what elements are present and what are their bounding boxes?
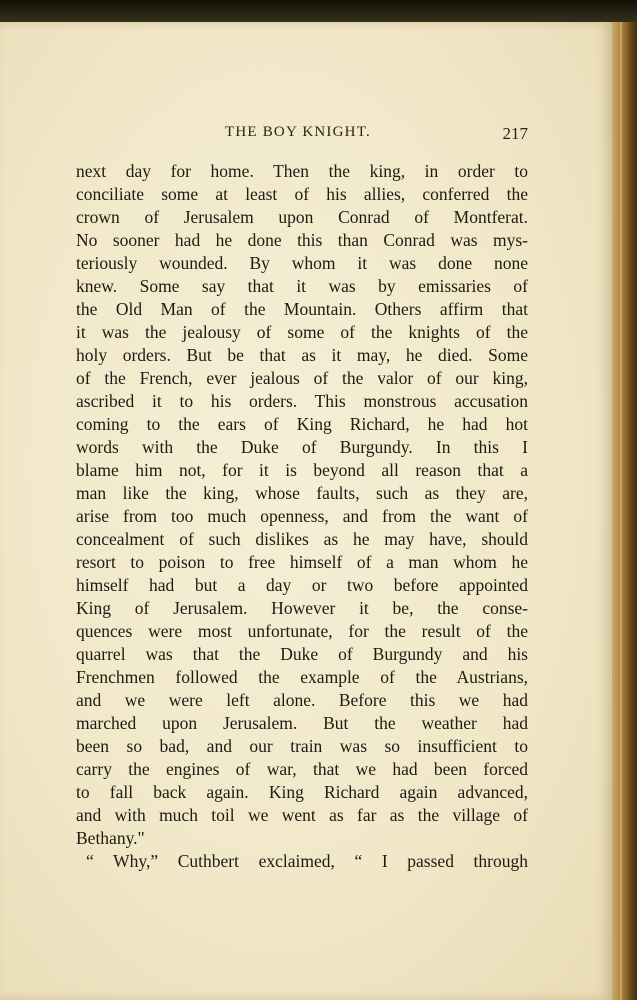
text-line: words with the Duke of Burgundy. In this I — [76, 437, 528, 457]
text-line: blame him not, for it is beyond all reason that a — [76, 460, 528, 480]
text-line: conciliate some at least of his allies, conferred the — [76, 184, 528, 204]
text-line: himself had but a day or two before appointed — [76, 575, 528, 595]
text-line: King of Jerusalem. However it be, the conse- — [76, 598, 528, 618]
page-number: 217 — [502, 124, 528, 143]
text-line-paragraph-end: Bethany." — [76, 828, 145, 848]
text-line: teriously wounded. By whom it was done none — [76, 253, 528, 273]
text-line: of the French, ever jealous of the valor of our king, — [76, 368, 528, 388]
text-line: and with much toil we went as far as the village of — [76, 805, 528, 825]
text-line: man like the king, whose faults, such as they are, — [76, 483, 528, 503]
text-line: carry the engines of war, that we had been forced — [76, 759, 528, 779]
text-line: holy orders. But be that as it may, he died. Some — [76, 345, 528, 365]
text-line: and we were left alone. Before this we had — [76, 690, 528, 710]
text-line: coming to the ears of King Richard, he had hot — [76, 414, 528, 434]
text-line: it was the jealousy of some of the knights of the — [76, 322, 528, 342]
text-line: crown of Jerusalem upon Conrad of Montferat. — [76, 207, 528, 227]
book-fore-edge — [612, 22, 637, 1000]
text-line: knew. Some say that it was by emissaries of — [76, 276, 528, 296]
text-line: marched upon Jerusalem. But the weather had — [76, 713, 528, 733]
text-line: quarrel was that the Duke of Burgundy and his — [76, 644, 528, 664]
text-line: concealment of such dislikes as he may have, should — [76, 529, 528, 549]
text-line: the Old Man of the Mountain. Others affirm that — [76, 299, 528, 319]
text-line: ascribed it to his orders. This monstrous accusation — [76, 391, 528, 411]
text-line: next day for home. Then the king, in order to — [76, 161, 528, 181]
text-line: quences were most unfortunate, for the result of the — [76, 621, 528, 641]
running-title: THE BOY KNIGHT. — [225, 124, 371, 140]
body-text — [76, 160, 528, 873]
text-line: to fall back again. King Richard again advanced, — [76, 782, 528, 802]
text-line: No sooner had he done this than Conrad was mys- — [76, 230, 528, 250]
text-line: resort to poison to free himself of a man whom he — [76, 552, 528, 572]
page-header — [76, 124, 528, 146]
text-line-paragraph-start: “ Why,” Cuthbert exclaimed, “ I passed through — [86, 851, 528, 871]
text-line: arise from too much openness, and from the want of — [76, 506, 528, 526]
text-line: been so bad, and our train was so insufficient to — [76, 736, 528, 756]
text-line: Frenchmen followed the example of the Austrians, — [76, 667, 528, 687]
